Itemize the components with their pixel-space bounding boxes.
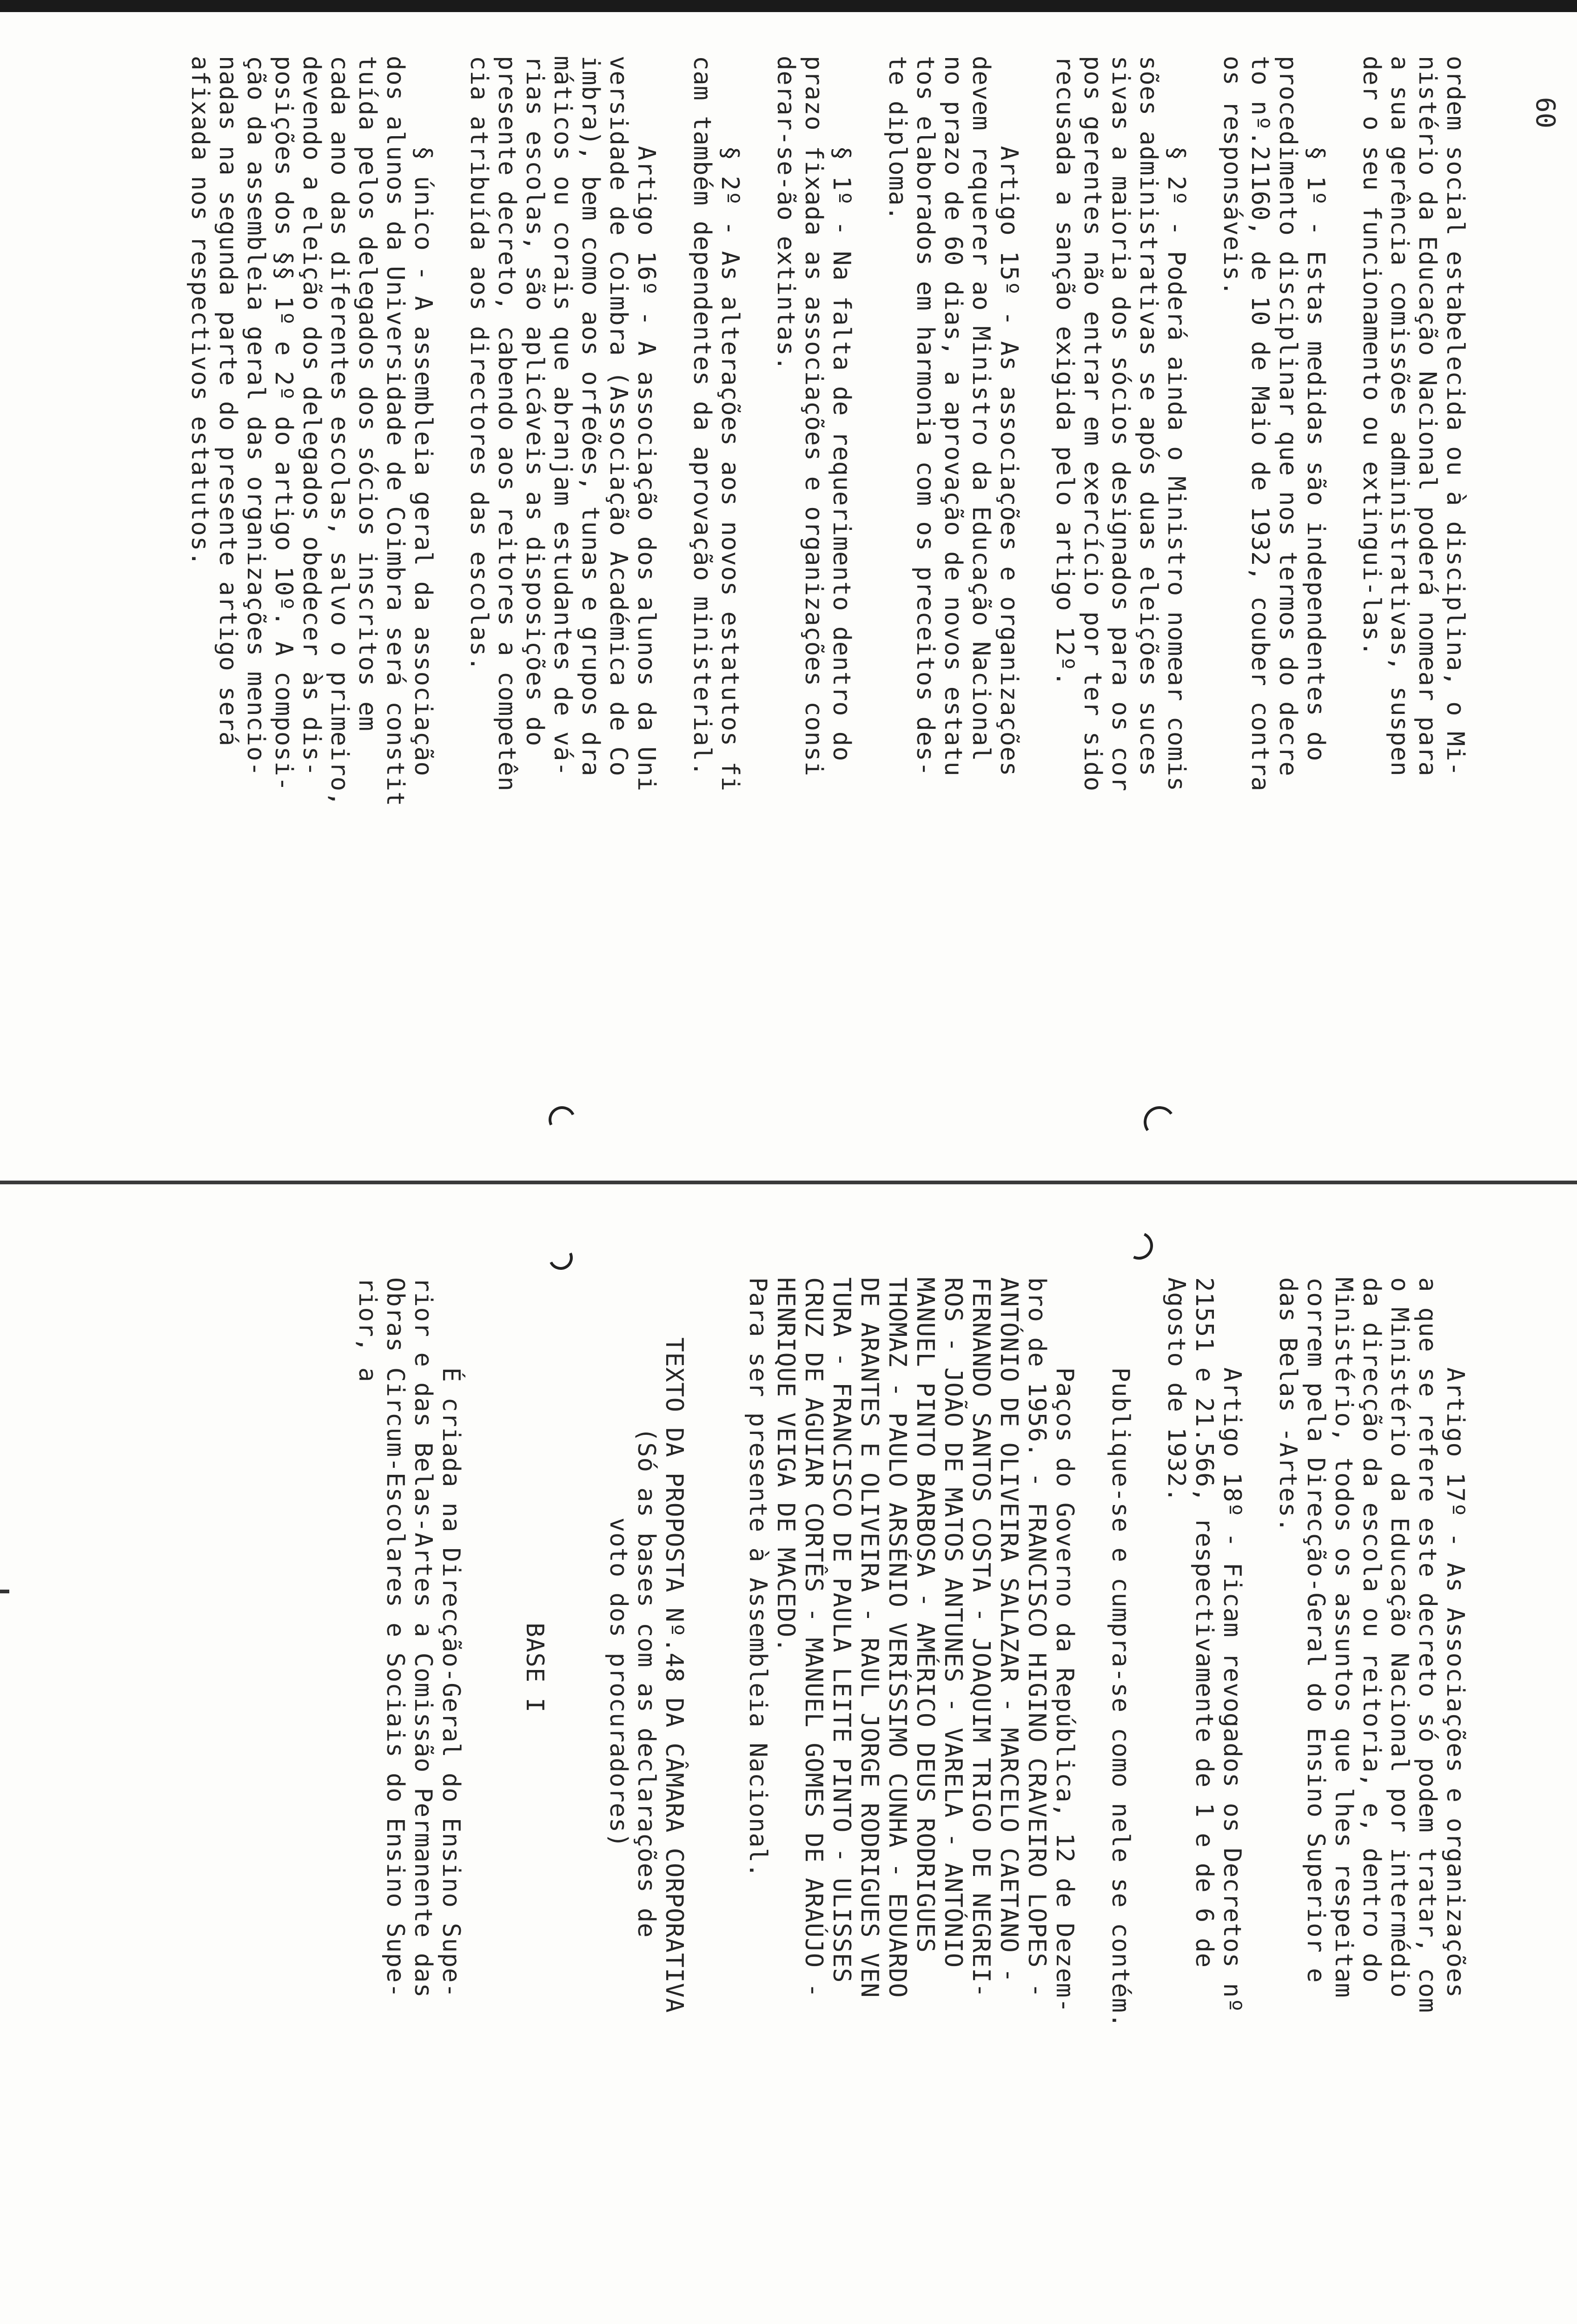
text-line <box>1190 56 1218 1162</box>
text-line <box>1079 1277 1107 2324</box>
text-line: prazo fixada as associações e organizações consi <box>800 56 828 777</box>
text-line: sivas a maioria dos sócios designados para os cor <box>1107 56 1134 792</box>
text-line <box>1134 1277 1162 2324</box>
page-fold-line <box>0 1181 1577 1184</box>
text-line <box>465 1277 493 2324</box>
text-line: correm pela Direcção-Geral do Ensino Superior e <box>1302 1277 1330 1983</box>
text-line: rior e das Belas-Artes a Comissão Permanente das <box>409 1277 437 1998</box>
text-line: ANTÓNIO DE OLIVEIRA SALAZAR - MARCELO CAETANO - <box>995 1277 1023 1983</box>
text-line <box>437 56 465 1162</box>
text-line: voto dos procuradores) <box>604 1277 632 1848</box>
text-line: Publique-se e cumpra-se como nele se contém. <box>1107 1277 1134 2028</box>
text-line: TEXTO DA PROPOSTA Nº.48 DA CÂMARA CORPORATIVA <box>660 1277 688 2014</box>
text-line: É criada na Direcção-Geral do Ensino Supe- <box>437 1277 465 1998</box>
text-line: THOMAZ - PAULO ARSÉNIO VERÍSSIMO CUNHA - EDUARDO <box>883 1277 911 1998</box>
text-line: cada ano das diferentes escolas, salvo o primeiro, <box>325 56 353 807</box>
text-line: Artigo 15º - As associações e organizações <box>995 56 1023 777</box>
text-line: versidade de Coimbra (Associação Académica de Co <box>604 56 632 777</box>
text-line: nistério da Educação Nacional poderá nomear para <box>1413 56 1441 777</box>
text-line <box>744 56 772 1162</box>
text-line <box>688 1277 716 2324</box>
text-line: § 1º - Na falta de requerimento dentro do <box>828 56 855 762</box>
text-line: rias escolas, são aplicáveis as disposições do <box>521 56 549 747</box>
text-line: CRUZ DE AGUIAR CORTÊS - MANUEL GOMES DE ARAÚJO - <box>800 1277 828 1998</box>
text-line: te diploma. <box>883 56 911 221</box>
text-line: to nº.21160, de 10 de Maio de 1932, couber contra <box>1246 56 1274 792</box>
page-61 <box>0 1184 1577 2324</box>
text-line: rior, a <box>353 1277 381 1383</box>
text-line: recusada a sanção exigida pelo artigo 12º. <box>1051 56 1079 687</box>
text-line: afixada nos respectivos estatutos. <box>186 56 214 567</box>
text-line: cia atribuída aos directores das escolas. <box>465 56 493 672</box>
text-line: da direcção da escola ou reitoria, e, dentro do <box>1358 1277 1385 1983</box>
text-line: tos elaborados em harmonia com os preceitos des- <box>911 56 939 777</box>
text-line: § único - A assembleia geral da associação <box>409 56 437 777</box>
text-line <box>716 1277 744 2324</box>
text-line: § 2º - Poderá ainda o Ministro nomear comis <box>1162 56 1190 792</box>
text-line: sões administrativas se após duas eleições suces <box>1134 56 1162 777</box>
text-line: cam também dependentes da aprovação ministerial. <box>688 56 716 777</box>
text-line: (Só as bases com as declarações de <box>632 1277 660 1938</box>
page-number-left: 60 <box>1530 97 1561 129</box>
text-line: 21551 e 21.566, respectivamente de 1 e de 6 de <box>1190 1277 1218 1968</box>
text-line: DE ARANTES E OLIVEIRA - RAUL JORGE RODRIGUES VEN <box>855 1277 883 1998</box>
text-line <box>1330 56 1358 1162</box>
text-line: máticos ou corais que abranjam estudantes de vá- <box>549 56 576 777</box>
text-line: Artigo 17º - As Associações e organizações <box>1441 1277 1469 1998</box>
text-line: derar-se-ão extintas. <box>772 56 800 371</box>
text-line <box>1023 56 1051 1162</box>
text-line: der o seu funcionamento ou extingui-las. <box>1358 56 1385 657</box>
text-line: ROS - JOÃO DE MATOS ANTUNES - VARELA - ANTÓNIO <box>939 1277 967 1968</box>
text-line: ção da assembleia geral das organizações mencio- <box>242 56 270 777</box>
text-line: bro de 1956. - FRANCISCO HIGINO CRAVEIRO LOPES - <box>1023 1277 1051 1998</box>
text-line <box>576 1277 604 2324</box>
text-line: imbra), bem como aos orfeões, tunas e grupos dra <box>576 56 604 777</box>
text-line: procedimento disciplinar que nos termos do decre <box>1274 56 1302 777</box>
text-line <box>493 1277 521 2324</box>
text-line: Artigo 18º - Ficam revogados os Decretos nº <box>1218 1277 1246 2014</box>
text-line <box>855 56 883 1162</box>
text-line: a sua gerência comissões administrativas, suspen <box>1385 56 1413 777</box>
text-line <box>1246 1277 1274 2324</box>
text-line: Para ser presente à Assembleia Nacional. <box>744 1277 772 1878</box>
text-line: a que se refere este decreto só podem tratar, com <box>1413 1277 1441 2014</box>
text-line: BASE I <box>521 1277 549 1713</box>
text-line: § 1º - Estas medidas são independentes do <box>1302 56 1330 762</box>
text-line: os responsáveis. <box>1218 56 1246 296</box>
text-line: FERNANDO SANTOS COSTA - JOAQUIM TRIGO DE NEGREI- <box>967 1277 995 1998</box>
text-line: Artigo 16º - A associação dos alunos da Uni <box>632 56 660 792</box>
text-line: § 2º - As alterações aos novos estatutos fi <box>716 56 744 792</box>
text-line: no prazo de 60 dias, a aprovação de novos estatu <box>939 56 967 777</box>
text-line <box>549 1277 576 2324</box>
text-line: devendo a eleição dos delegados obedecer às dis- <box>298 56 325 777</box>
text-line: tuída pelos delegados dos sócios inscritos em <box>353 56 381 732</box>
text-line: presente decreto, cabendo aos reitores a competên <box>493 56 521 792</box>
text-line: pos gerentes não entrar em exercício por ter sido <box>1079 56 1107 792</box>
text-line: Agosto de 1932. <box>1162 1277 1190 1503</box>
text-line: das Belas -Artes. <box>1274 1277 1302 1533</box>
text-line: Paços do Governo da República, 12 de Dezem- <box>1051 1277 1079 2014</box>
text-line <box>660 56 688 1162</box>
text-line: ordem social estabelecida ou à disciplina, o Mi- <box>1441 56 1469 777</box>
text-line: devem requerer ao Ministro da Educação Nacional <box>967 56 995 762</box>
text-line: posições dos §§ 1º e 2º do artigo 10º. A composi- <box>270 56 298 792</box>
text-line: Ministério, todos os assuntos que lhes respeitam <box>1330 1277 1358 1998</box>
text-line: MANUEL PINTO BARBOSA - AMÉRICO DEUS RODRIGUES <box>911 1277 939 1953</box>
page-60-body-text <box>186 56 1469 1162</box>
text-line: HENRIQUE VEIGA DE MACEDO. <box>772 1277 800 1653</box>
text-line: TURA - FRANCISCO DE PAULA LEITE PINTO - ULISSES <box>828 1277 855 1983</box>
text-line: nadas na segunda parte do presente artigo será <box>214 56 242 747</box>
text-line: dos alunos da Universidade de Coimbra será constit <box>381 56 409 807</box>
text-line: o Ministério da Educação Nacional por intermédio <box>1385 1277 1413 1998</box>
page-61-body-text <box>353 1277 1469 2324</box>
text-line: Obras Circum-Escolares e Sociais do Ensino Supe- <box>381 1277 409 1998</box>
